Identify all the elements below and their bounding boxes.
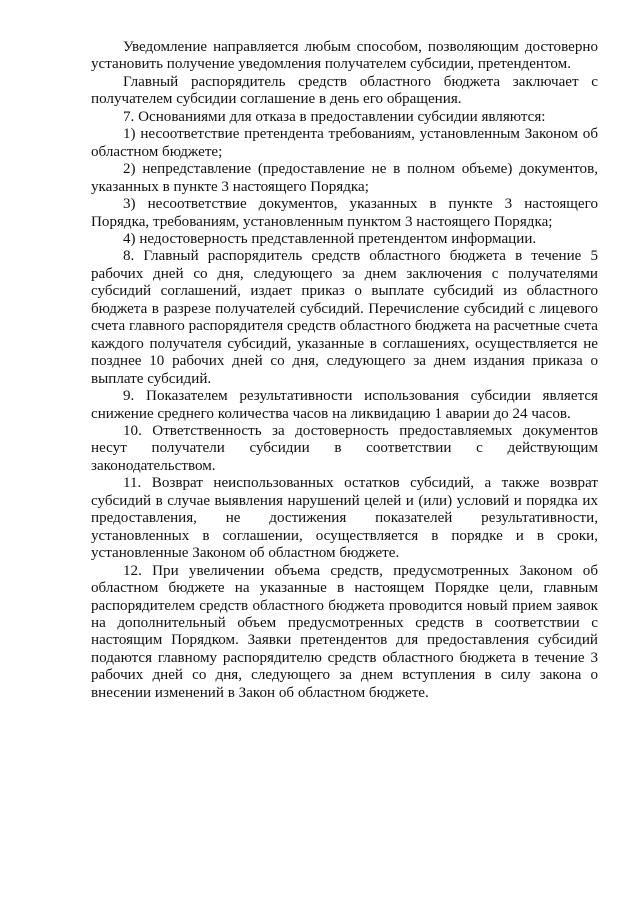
paragraph-notification-delivery: Уведомление направляется любым способом, позволяющим достоверно установить получение уведомления получателем субсидии, претендентом.: [91, 39, 598, 73]
paragraph-9-performance-indicator: 9. Показателем результативности использования субсидии является снижение среднего количества часов на ликвидацию 1 аварии до 24 часов.: [91, 388, 598, 422]
paragraph-7-refusal-grounds: 7. Основаниями для отказа в предоставлении субсидии являются:: [123, 108, 546, 125]
paragraph-7-item-4: 4) недостоверность представленной претендентом информации.: [123, 230, 537, 247]
paragraph-8-payment-order: 8. Главный распорядитель средств областного бюджета в течение 5 рабочих дней со дня, следующего за днем заключения с получателями субсидий соглашений, издает приказ о выплате субсидий из областного бюджета в разрезе получателей субсидий. Перечисление субсидий с лицевого счета главного распорядителя средств областного бюджета на расчетные счета каждого получателя субсидий, указанные в соглашениях, осуществляется не позднее 10 рабочих дней со дня, следующего за днем издания приказа о выплате субсидий.: [91, 248, 598, 387]
paragraph-7-item-1: 1) несоответствие претендента требованиям, установленным Законом об областном бюджете;: [91, 126, 598, 160]
paragraph-11-refund: 11. Возврат неиспользованных остатков субсидий, а также возврат субсидий в случае выявления нарушений целей и (или) условий и порядка их предоставления, не достижения показателей результативности, установленных в соглашении, осуществляется в порядке и в сроки, установленные Законом об областном бюджете.: [91, 475, 598, 562]
paragraph-agreement-conclusion: Главный распорядитель средств областного бюджета заключает с получателем субсидии соглашение в день его обращения.: [91, 73, 598, 108]
paragraph-7-item-2: 2) непредставление (предоставление не в полном объеме) документов, указанных в пункте 3 настоящего Порядка;: [91, 161, 598, 195]
paragraph-7-item-3: 3) несоответствие документов, указанных в пункте 3 настоящего Порядка, требованиям, установленным пунктом 3 настоящего Порядка;: [91, 196, 598, 230]
paragraph-12-additional-funds: 12. При увеличении объема средств, предусмотренных Законом об областном бюджете на указанные в настоящем Порядке цели, главным распорядителем средств областного бюджета проводится новый прием заявок на дополнительный объем предусмотренных средств в соответствии с настоящим Порядком. Заявки претендентов для предоставления субсидий подаются главному распорядителю средств областного бюджета в течение 3 рабочих дней со дня, следующего за днем вступления в силу закона о внесении изменений в Закон об областном бюджете.: [91, 562, 598, 701]
paragraph-10-responsibility: 10. Ответственность за достоверность предоставляемых документов несут получатели субсидии в соответствии с действующим законодательством.: [91, 422, 598, 474]
document-page: [91, 39, 598, 702]
